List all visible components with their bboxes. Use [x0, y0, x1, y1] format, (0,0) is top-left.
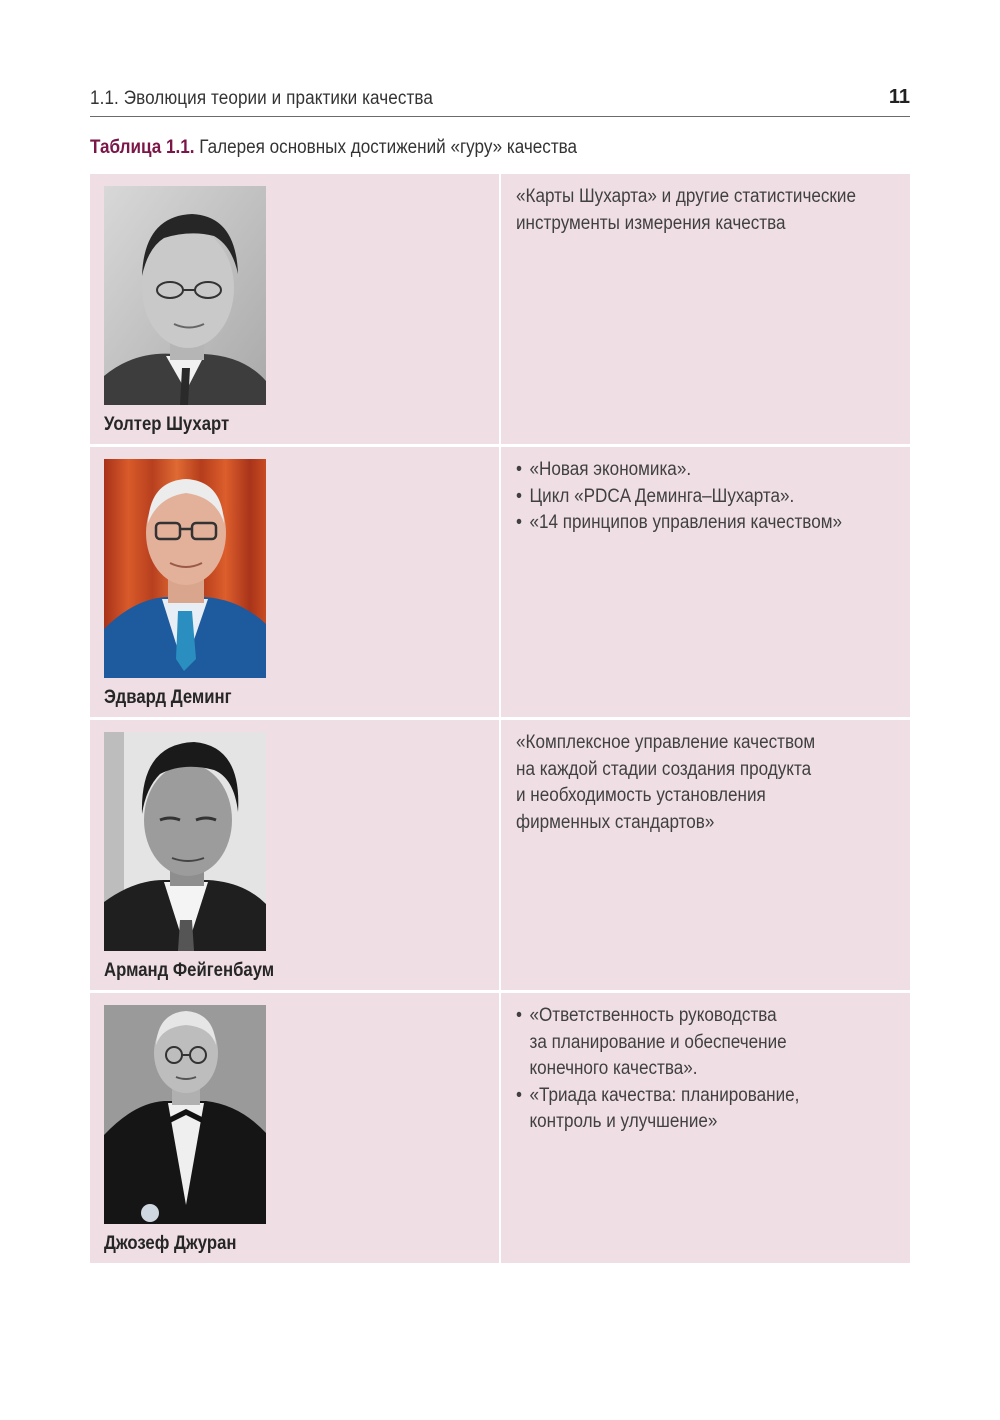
table-row: [90, 174, 910, 444]
table-row: [90, 447, 910, 717]
text-line: • «Триада качества: планирование,: [529, 1084, 800, 1106]
text-line: • «Ответственность руководства: [529, 1005, 777, 1026]
person-name: Джозеф Джуран: [104, 1233, 237, 1254]
running-header: [90, 86, 910, 117]
achievement-text: [516, 457, 894, 537]
text-line: Цикл «PDCA Деминга–Шухарта».: [529, 485, 795, 507]
bullet-item: [516, 484, 894, 511]
achievement-cell: [501, 993, 910, 1263]
text-line: и необходимость установления: [516, 785, 766, 806]
achievement-text: [516, 730, 894, 836]
table-row: [90, 720, 910, 990]
table-row: [90, 993, 910, 1263]
portrait-photo: [104, 1005, 266, 1224]
bullet-list: [516, 457, 894, 537]
chapter-title: 1.1. Эволюция теории и практики качества: [90, 88, 433, 109]
text-line: «Комплексное управление качеством: [516, 732, 816, 753]
text-line: инструменты измерения качества: [516, 212, 786, 234]
table-caption: [90, 137, 577, 159]
portrait-cell: [90, 447, 499, 717]
table-caption-text: Галерея основных достижений «гуру» качества: [199, 137, 578, 158]
person-name: Эдвард Деминг: [104, 687, 232, 708]
bullet-item: [516, 1083, 894, 1136]
achievement-text: [516, 1003, 894, 1136]
portrait-cell: [90, 720, 499, 990]
text-line: «Новая экономика».: [529, 459, 692, 480]
person-name: Уолтер Шухарт: [104, 414, 230, 435]
achievement-cell: [501, 174, 910, 444]
table-caption-label: Таблица 1.1.: [90, 137, 195, 158]
bullet-item: [516, 1003, 894, 1083]
person-name: Арманд Фейгенбаум: [104, 960, 275, 981]
achievement-cell: [501, 720, 910, 990]
achievement-text: [516, 184, 894, 237]
text-line: за планирование и обеспечение: [529, 1031, 787, 1053]
portrait-cell: [90, 993, 499, 1263]
bullet-item: [516, 510, 894, 537]
text-line: «Карты Шухарта» и другие статистические: [516, 186, 856, 207]
portrait-photo: [104, 186, 266, 405]
portrait-cell: [90, 174, 499, 444]
text-line: на каждой стадии создания продукта: [516, 758, 812, 780]
bullet-item: [516, 457, 894, 484]
text-line: «14 принципов управления качеством»: [529, 512, 842, 533]
achievement-cell: [501, 447, 910, 717]
gurus-table: [90, 174, 910, 1264]
text-line: фирменных стандартов»: [516, 811, 715, 833]
portrait-photo: [104, 459, 266, 678]
portrait-photo: [104, 732, 266, 951]
text-line: конечного качества».: [529, 1058, 698, 1079]
bullet-list: [516, 1003, 894, 1136]
text-line: контроль и улучшение»: [529, 1111, 718, 1132]
page-number: 11: [888, 86, 910, 108]
